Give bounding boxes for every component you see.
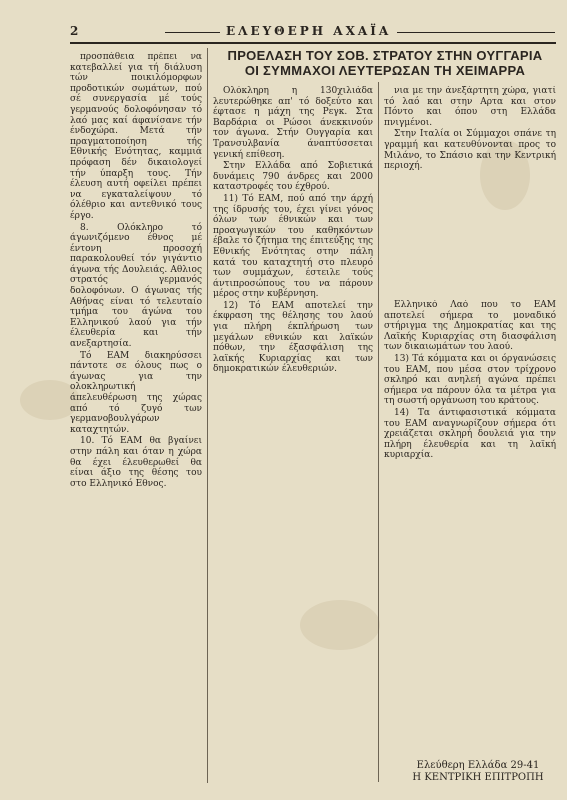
headline-line-2: ΟΙ ΣΥΜΜΑΧΟΙ ΛΕΥΤΕΡΩΣΑΝ ΤΗ ΧΕΙΜΑΡΡΑ xyxy=(244,63,526,78)
column-divider xyxy=(207,48,208,783)
headline xyxy=(214,48,556,78)
article-paragraph: Στην Ιταλία οι Σύμμαχοι σπάνε τη γραμμή και κατευθύνονται προς το Μιλάνο, το Σπάσιο και την Κεντρική περιοχή. xyxy=(384,129,556,172)
column-divider xyxy=(378,82,379,782)
signature-block xyxy=(398,760,558,784)
article-paragraph: 11) Τό ΕΑΜ, πού από την άρχή της ίδρυσής του, έχει γίνει γόνος όλων των έθνικών και των προαγωγικών του καθηκόντων έβαλε τό ζήτημα της έπιτεύξης της Εθνικής Ενότητας στην πάλη κατά του καταχτητή στο πλευρό των συμμάχων, έστειλε τούς άντιπροσώπους του να πάρουν μέρος στην κυβέρνηση. xyxy=(213,193,373,300)
masthead: ΕΛΕΥΘΕΡΗ ΑΧΑΪΑ xyxy=(220,24,397,38)
article-paragraph: 12) Τό ΕΑΜ αποτελεί την έκφραση της θέλησης του λαού για πλήρη έκπλήρωση των μεγάλων εθνικών και λαϊκών πόθων, την έξασφάλιση της λαϊκής Κυριαρχίας και των δημοκρατικών έλευθεριών. xyxy=(213,300,373,375)
article-paragraph: νια με την άνεξάρτητη χώρα, γιατί τό λαό και στην Αρτα και στον Πόντο και όπου στη Ελλάδα πνιγμένοι. xyxy=(384,86,556,128)
page-number: 2 xyxy=(70,24,79,38)
article-paragraph: προσπάθεια πρέπει να κατεβαλλεί για τή διάλυση τών ποικιλόμορφων προδοτικών σωμάτων, πού σέ συνεργασία μέ τούς γερμανούς δολοφόνησαν τό λαό μας καί άφανίσανε τήν ένδοχώρα. Μετά τήν πραγματοποίηση τής Εθνικής Ενότητας, καμμιά πρόφαση δέν δικαιολογεί τήν ύπαρξη τους. Τήν έλευση αυτή οφείλει πρέπει να εγκαταλείψουν τό όλέθριο και αντεθνικό τους έργο. xyxy=(70,52,202,221)
article-paragraph: Ελληνικό Λαό που το ΕΑΜ αποτελεί σήμερα το μοναδικό στήριγμα της Δημοκρατίας και της Λαϊκής Κυριαρχίας στη διασφάλιση των δικαιωμάτων του λαού. xyxy=(384,300,556,353)
page-header xyxy=(70,24,556,44)
right-column-bottom xyxy=(384,300,556,755)
article-paragraph: 14) Τα άντιφασιστικά κόμματα του ΕΑΜ αναγνωρίζουν σήμερα ότι χρειάζεται σκληρή δουλειά για την πλήρη έλευθερία και τη λαϊκή κυριαρχία. xyxy=(384,407,556,461)
article-paragraph: 8. Ολόκληρο τό άγωνιζόμενο έθνος μέ έντονη προσοχή παρακολουθεί τόν γιγάντιο άγωνα τής Δουλειάς. Αθλιος στρατός γερμανός δολοφόνων. Ο άγωνας τής Αθήνας είναι τό τελευταίο τμήμα του άγώνα του Ελληνικού λαού για τήν έλευθερία και τήν ανεξαρτησία. xyxy=(70,222,202,350)
article-paragraph: 10. Τό ΕΑΜ θα βγαίνει στην πάλη και όταν η χώρα θα έχει έλευθερωθεί θα είναι άξιο της θέσης του στο Ελληνικό Εθνος. xyxy=(70,436,202,489)
middle-column xyxy=(213,86,373,786)
signature-committee: Η ΚΕΝΤΡΙΚΗ ΕΠΙΤΡΟΠΗ xyxy=(412,772,544,783)
article-paragraph: Ολόκληρη η 130χιλιάδα λευτερώθηκε απ' τό δοξεύτο και έφτασε η μάχη της Ρεγκ. Στα Βαρδάρια οι Ρώσοι άνεκκινούν τον άγωνα. Στήν Ουγγαρία και Τρανσυλβανία άναπτύσσεται γενική επίθεση. xyxy=(213,86,373,160)
article-paragraph: Στην Ελλάδα από Σοβιετικά δυνάμεις 790 άνδρες και 2000 καταστροφές του έχθρού. xyxy=(213,161,373,193)
signature-source: Ελεύθερη Ελλάδα 29-41 xyxy=(416,760,540,771)
right-column-top xyxy=(384,86,556,296)
article-paragraph: 13) Τά κόμματα και οι όργανώσεις του ΕΑΜ, που μέσα στον τρίχρονο σκληρό και ανηλεή αγώνα πρέπει σήμερα να πάρουν όλα τα μέτρα για τη σωστή οργάνωση του κράτους. xyxy=(384,353,556,407)
headline-line-1: ΠΡΟΕΛΑΣΗ ΤΟΥ ΣΟΒ. ΣΤΡΑΤΟΥ ΣΤΗΝ ΟΥΓΓΑΡΙΑ xyxy=(227,48,543,63)
left-column xyxy=(70,52,202,790)
article-paragraph: Τό ΕΑΜ διακηρύσσει πάντοτε σε όλους πως ο άγωνας για την ολοκληρωτική άπελευθέρωση της χώρας από τό ζυγό των γερμανοβουλγάρων καταχτητών. xyxy=(70,350,202,435)
